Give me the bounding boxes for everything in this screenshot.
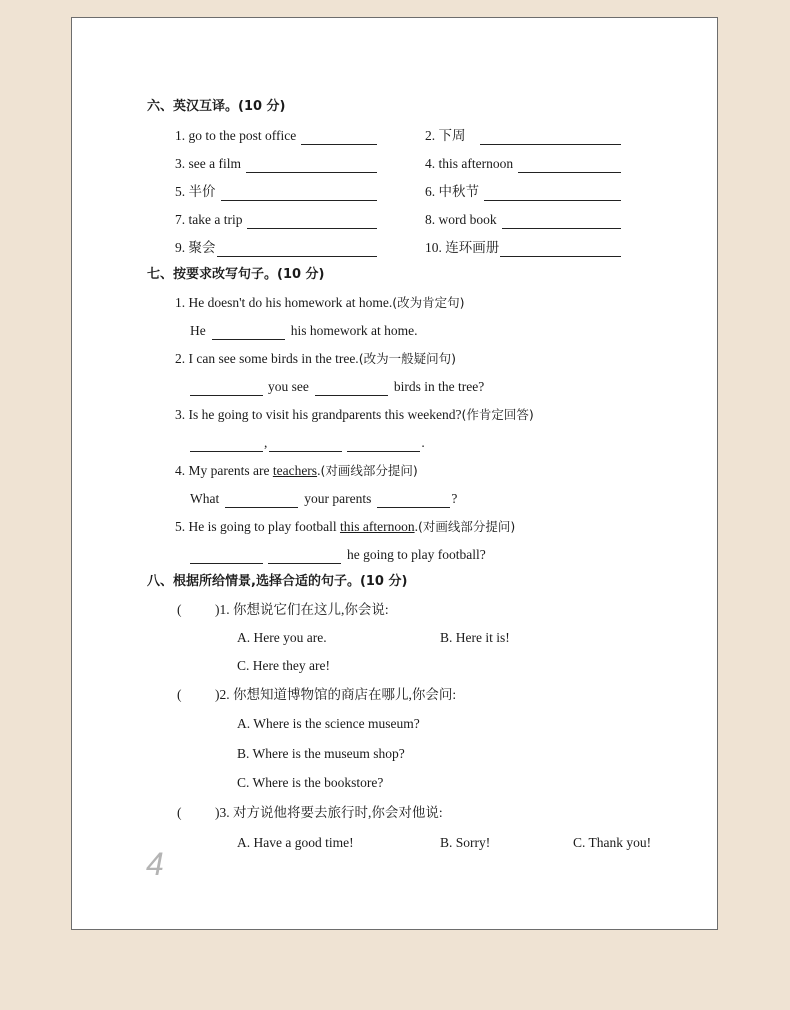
answer-text: He (190, 323, 206, 338)
s6-item-5 (175, 183, 382, 201)
answer-blank[interactable] (500, 242, 621, 257)
question-hint: (改为一般疑问句) (358, 351, 456, 366)
page-number: 4 (146, 846, 164, 882)
s8-q3-option-c[interactable]: C. Thank you! (573, 835, 652, 850)
s8-q1-option-b[interactable]: B. Here it is! (440, 630, 510, 645)
s6-item-10-text: 10. 连环画册 (425, 240, 500, 255)
s6-item-8 (425, 211, 626, 229)
answer-text: your parents (304, 491, 372, 506)
question-text: 5. He is going to play football (175, 519, 340, 534)
answer-text: you see (268, 379, 309, 394)
s7-q3 (175, 406, 534, 424)
s6-item-7 (175, 211, 382, 229)
s8-q2-prompt: )2. 你想知道博物馆的商店在哪儿,你会问: (215, 687, 457, 702)
s6-item-8-text: 8. word book (425, 212, 497, 227)
s7-q4 (175, 462, 418, 480)
underlined-part: this afternoon (339, 519, 415, 534)
s7-q5 (175, 518, 515, 536)
answer-blank[interactable] (190, 437, 263, 452)
s8-q1-prompt: )1. 你想说它们在这儿,你会说: (215, 602, 389, 617)
question-text: 1. He doesn't do his homework at home. (175, 295, 393, 310)
s8-q1-option-a[interactable]: A. Here you are. (237, 630, 327, 645)
s6-item-5-text: 5. 半价 (175, 184, 216, 199)
section-6-title: 六、英汉互译。(10 分) (147, 99, 286, 114)
question-hint: (对画线部分提问) (417, 519, 516, 534)
s6-item-6-text: 6. 中秋节 (425, 184, 479, 199)
answer-blank[interactable] (301, 130, 377, 145)
s8-q3-prompt: )3. 对方说他将要去旅行时,你会对他说: (215, 805, 443, 820)
s8-q2-option-b[interactable]: B. Where is the museum shop? (237, 746, 405, 761)
answer-text: his homework at home. (290, 323, 418, 338)
comma: , (264, 435, 268, 450)
answer-blank[interactable] (212, 325, 285, 340)
s8-q3-paren[interactable]: ( (177, 805, 182, 820)
answer-text: ? (451, 491, 458, 506)
s6-item-4-text: 4. this afternoon (425, 156, 514, 171)
answer-text: birds in the tree? (393, 379, 485, 394)
s6-item-3-text: 3. see a film (175, 156, 241, 171)
question-text: 2. I can see some birds in the tree. (175, 351, 359, 366)
question-hint: (作肯定回答) (461, 407, 534, 422)
s7-q4-answer (190, 490, 457, 508)
answer-blank[interactable] (502, 214, 621, 229)
answer-blank[interactable] (190, 549, 263, 564)
s6-item-1 (175, 127, 382, 145)
question-hint: (对画线部分提问) (320, 463, 418, 478)
s7-q5-answer (190, 546, 486, 564)
s6-item-3 (175, 155, 382, 173)
underlined-part: teachers (272, 463, 318, 478)
answer-blank[interactable] (269, 437, 342, 452)
answer-blank[interactable] (217, 242, 378, 257)
s6-item-2-text: 2. 下周 (425, 128, 466, 143)
s8-q2-option-a[interactable]: A. Where is the science museum? (237, 716, 420, 731)
s7-q3-answer (190, 434, 425, 452)
s8-q2-paren[interactable]: ( (177, 687, 182, 702)
answer-blank[interactable] (518, 158, 621, 173)
s6-item-7-text: 7. take a trip (175, 212, 243, 227)
s6-item-2 (425, 127, 626, 145)
question-text: . (317, 463, 321, 478)
answer-blank[interactable] (268, 549, 341, 564)
s6-item-9-text: 9. 聚会 (175, 240, 216, 255)
answer-blank[interactable] (221, 186, 378, 201)
s6-item-10 (425, 239, 626, 257)
s8-q1-option-c[interactable]: C. Here they are! (237, 658, 330, 673)
s7-q1-answer (190, 322, 417, 340)
s6-item-9 (175, 239, 382, 257)
answer-blank[interactable] (484, 186, 621, 201)
s8-q3-option-b[interactable]: B. Sorry! (440, 835, 491, 850)
answer-blank[interactable] (315, 381, 388, 396)
section-8-title: 八、根据所给情景,选择合适的句子。(10 分) (147, 574, 408, 589)
answer-text: What (190, 491, 220, 506)
answer-blank[interactable] (225, 493, 298, 508)
s7-q1 (175, 294, 465, 312)
s6-item-1-text: 1. go to the post office (175, 128, 297, 143)
question-text: 3. Is he going to visit his grandparents this weekend? (175, 407, 462, 422)
answer-blank[interactable] (377, 493, 450, 508)
question-text: 4. My parents are (175, 463, 273, 478)
answer-blank[interactable] (247, 214, 377, 229)
period: . (421, 435, 425, 450)
answer-blank[interactable] (190, 381, 263, 396)
s6-item-6 (425, 183, 626, 201)
section-7-title: 七、按要求改写句子。(10 分) (147, 267, 325, 282)
s8-q3-option-a[interactable]: A. Have a good time! (237, 835, 354, 850)
question-text: . (414, 519, 418, 534)
question-hint: (改为肯定句) (392, 295, 465, 310)
answer-blank[interactable] (480, 130, 622, 145)
s7-q2-answer (190, 378, 484, 396)
s8-q2-option-c[interactable]: C. Where is the bookstore? (237, 775, 384, 790)
answer-blank[interactable] (246, 158, 377, 173)
answer-blank[interactable] (347, 437, 420, 452)
answer-text: he going to play football? (347, 547, 486, 562)
s6-item-4 (425, 155, 626, 173)
s7-q2 (175, 350, 456, 368)
s8-q1-paren[interactable]: ( (177, 602, 182, 617)
